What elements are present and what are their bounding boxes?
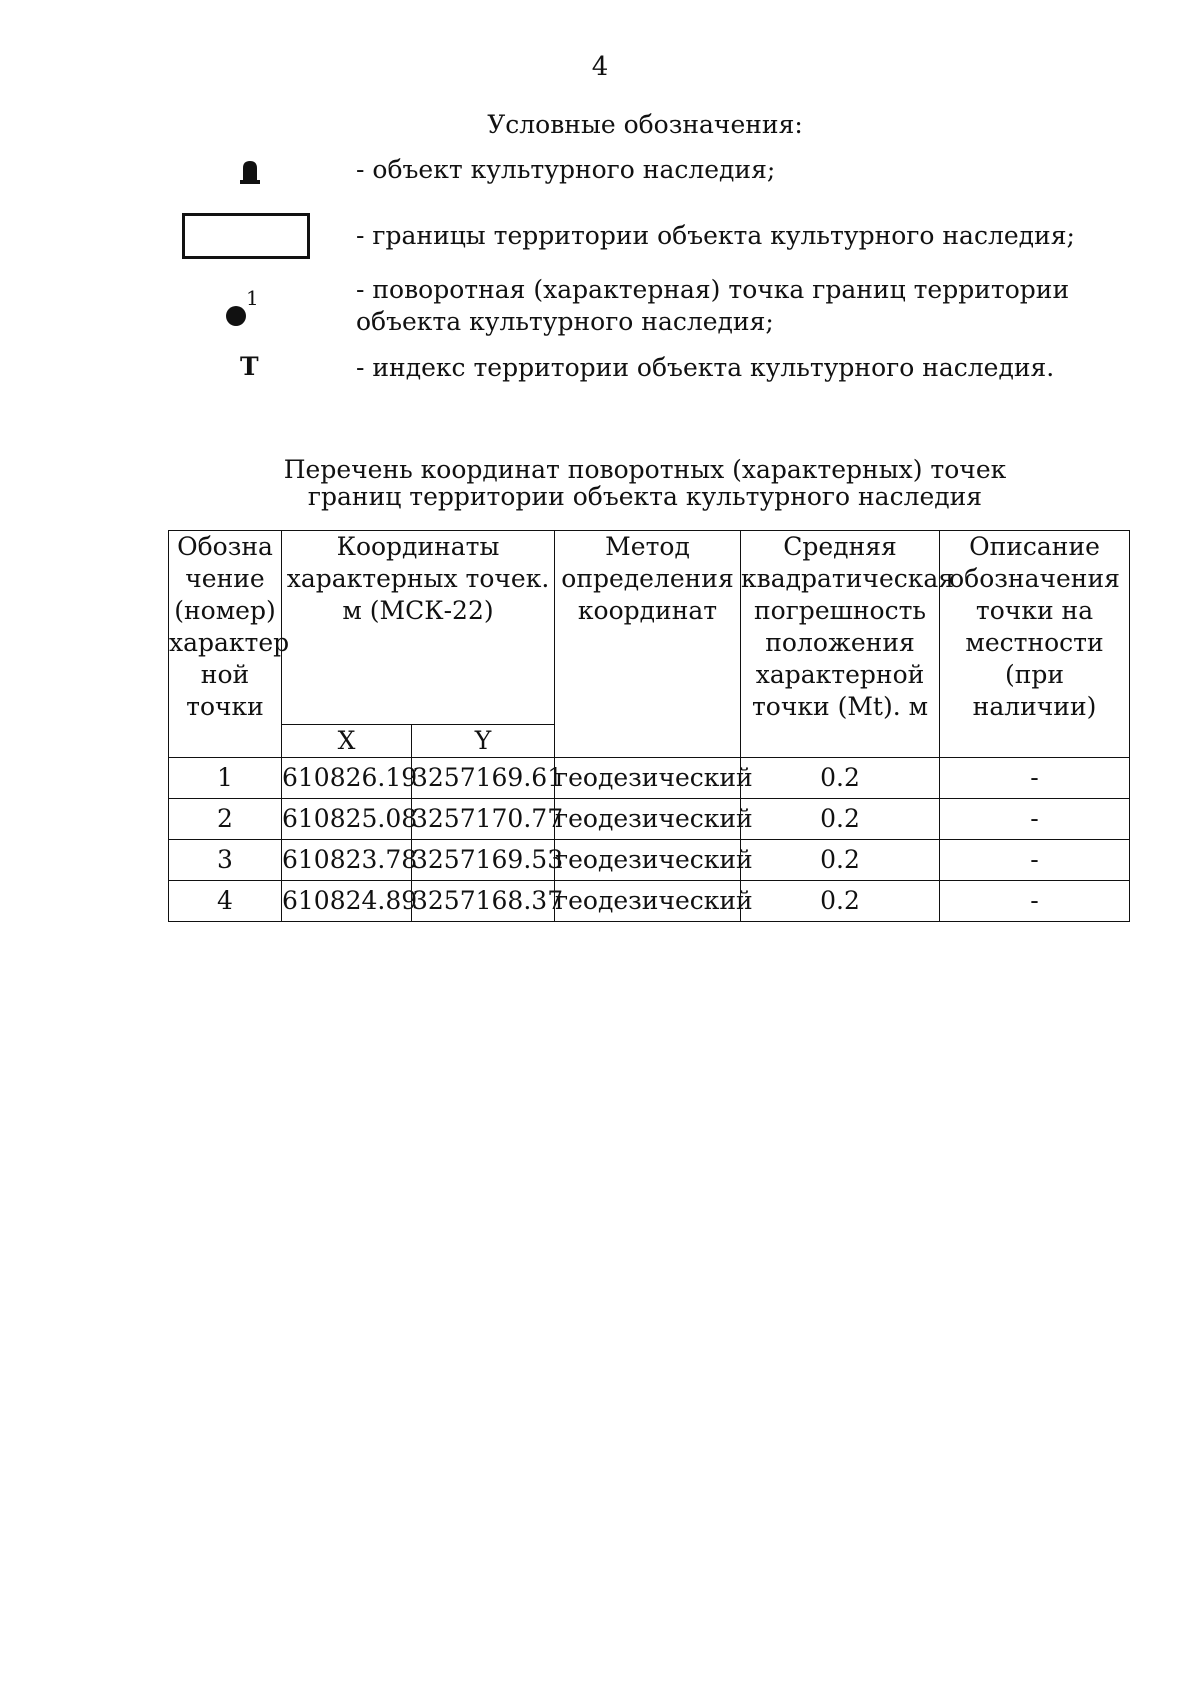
cell-num: 1 [169, 758, 282, 799]
table-caption [0, 456, 1200, 510]
cell-num: 3 [169, 840, 282, 881]
cell-x: 610823.78 [282, 840, 412, 881]
legend-item-index: - индекс территории объекта культурного наследия. [356, 353, 1055, 382]
table-row [169, 881, 1130, 922]
cell-description: - [940, 881, 1130, 922]
cell-x: 610826.19 [282, 758, 412, 799]
cell-description: - [940, 799, 1130, 840]
table-row [169, 758, 1130, 799]
legend-item-turning-point: - поворотная (характерная) точка границ территории объекта культурного наследия; [356, 275, 1070, 336]
page-number: 4 [591, 52, 609, 82]
table-row [169, 840, 1130, 881]
monument-icon [240, 160, 260, 184]
cell-description: - [940, 840, 1130, 881]
coordinates-table [168, 530, 1130, 922]
cell-method: геодезический [555, 840, 741, 881]
table-caption-line1: Перечень координат поворотных (характерных) точек [283, 455, 1007, 484]
cell-error: 0.2 [741, 881, 940, 922]
legend-item-boundary: - границы территории объекта культурного наследия; [356, 221, 1075, 250]
boundary-rectangle-icon [182, 213, 310, 259]
cell-error: 0.2 [741, 840, 940, 881]
cell-num: 4 [169, 881, 282, 922]
cell-error: 0.2 [741, 758, 940, 799]
legend-item-object: - объект культурного наследия; [356, 155, 776, 184]
header-designation: Обозна чение (номер) характер ной точки [169, 531, 282, 758]
header-y: Y [412, 724, 555, 757]
table-caption-line2: границ территории объекта культурного наследия [307, 482, 983, 511]
cell-x: 610825.08 [282, 799, 412, 840]
cell-x: 610824.89 [282, 881, 412, 922]
table-row [169, 799, 1130, 840]
cell-method: геодезический [555, 758, 741, 799]
header-x: X [282, 724, 412, 757]
cell-y: 3257168.37 [412, 881, 555, 922]
index-icon: Т [240, 352, 259, 381]
cell-description: - [940, 758, 1130, 799]
cell-y: 3257169.61 [412, 758, 555, 799]
cell-num: 2 [169, 799, 282, 840]
cell-error: 0.2 [741, 799, 940, 840]
header-coordinates: Координаты характерных точек. м (МСК-22) [282, 531, 555, 725]
header-error: Средняя квадратическая погрешность положения характерной точки (Mt). м [741, 531, 940, 758]
cell-method: геодезический [555, 881, 741, 922]
turning-point-icon [226, 306, 246, 326]
cell-y: 3257170.77 [412, 799, 555, 840]
cell-method: геодезический [555, 799, 741, 840]
cell-y: 3257169.53 [412, 840, 555, 881]
header-method: Метод определения координат [555, 531, 741, 758]
turning-point-label: 1 [246, 286, 259, 310]
header-description: Описание обозначения точки на местности (при наличии) [940, 531, 1130, 758]
legend-heading: Условные обозначения: [487, 110, 803, 139]
